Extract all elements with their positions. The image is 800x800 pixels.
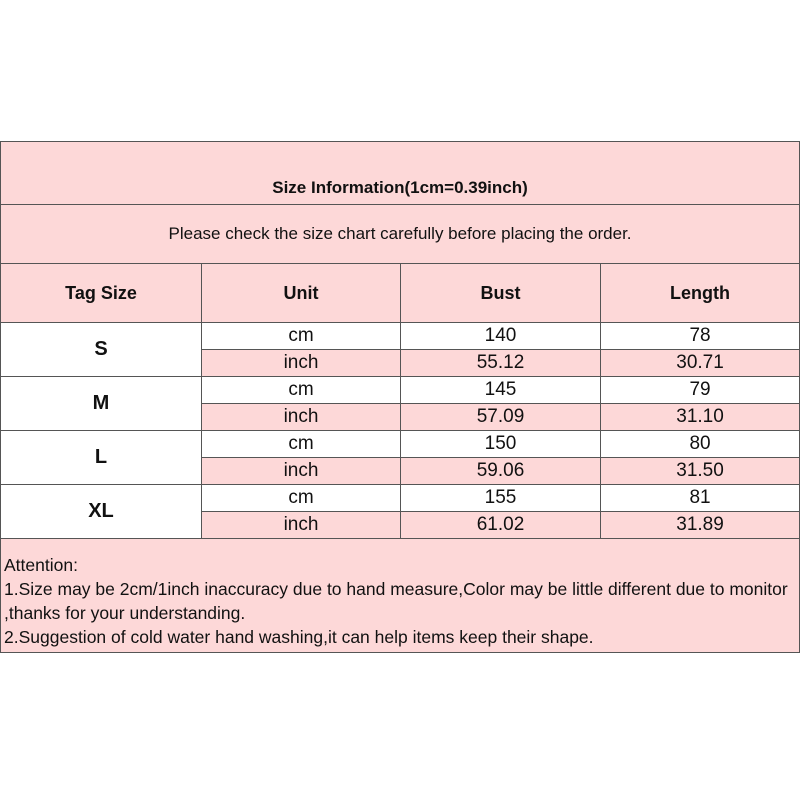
length-cell: 31.10 xyxy=(601,404,800,431)
length-cell: 79 xyxy=(601,377,800,404)
table-row xyxy=(1,323,800,350)
table-row xyxy=(1,377,800,404)
unit-cell: inch xyxy=(202,458,401,485)
table-row xyxy=(1,431,800,458)
unit-cell: inch xyxy=(202,404,401,431)
notes-row xyxy=(1,539,800,653)
header-row xyxy=(1,264,800,323)
chart-title xyxy=(1,142,800,205)
tag-size-cell: M xyxy=(1,377,202,431)
tag-size-cell: XL xyxy=(1,485,202,539)
length-cell: 30.71 xyxy=(601,350,800,377)
unit-cell: cm xyxy=(202,485,401,512)
unit-cell: cm xyxy=(202,431,401,458)
header-tag-size: Tag Size xyxy=(1,264,202,323)
bust-cell: 55.12 xyxy=(401,350,601,377)
bust-cell: 150 xyxy=(401,431,601,458)
length-cell: 31.50 xyxy=(601,458,800,485)
tag-size-cell: S xyxy=(1,323,202,377)
title-row xyxy=(1,142,800,205)
attention-note-1: 1.Size may be 2cm/1inch inaccuracy due to hand measure,Color may be little different due to monitor ,thanks for your understanding. xyxy=(4,579,788,623)
unit-cell: cm xyxy=(202,323,401,350)
bust-cell: 155 xyxy=(401,485,601,512)
chart-title-text: Size Information(1cm=0.39inch) xyxy=(272,178,528,197)
length-cell: 81 xyxy=(601,485,800,512)
attention-notes xyxy=(1,539,800,653)
tag-size-cell: L xyxy=(1,431,202,485)
unit-cell: inch xyxy=(202,512,401,539)
bust-cell: 145 xyxy=(401,377,601,404)
header-bust: Bust xyxy=(401,264,601,323)
header-unit: Unit xyxy=(202,264,401,323)
bust-cell: 140 xyxy=(401,323,601,350)
header-length: Length xyxy=(601,264,800,323)
unit-cell: inch xyxy=(202,350,401,377)
table-row xyxy=(1,485,800,512)
subtitle-row xyxy=(1,205,800,264)
size-chart-table xyxy=(0,141,800,653)
unit-cell: cm xyxy=(202,377,401,404)
chart-subtitle: Please check the size chart carefully before placing the order. xyxy=(1,205,800,264)
length-cell: 31.89 xyxy=(601,512,800,539)
length-cell: 80 xyxy=(601,431,800,458)
attention-note-2: 2.Suggestion of cold water hand washing,it can help items keep their shape. xyxy=(4,627,594,647)
bust-cell: 59.06 xyxy=(401,458,601,485)
bust-cell: 57.09 xyxy=(401,404,601,431)
attention-heading: Attention: xyxy=(4,555,78,575)
length-cell: 78 xyxy=(601,323,800,350)
bust-cell: 61.02 xyxy=(401,512,601,539)
